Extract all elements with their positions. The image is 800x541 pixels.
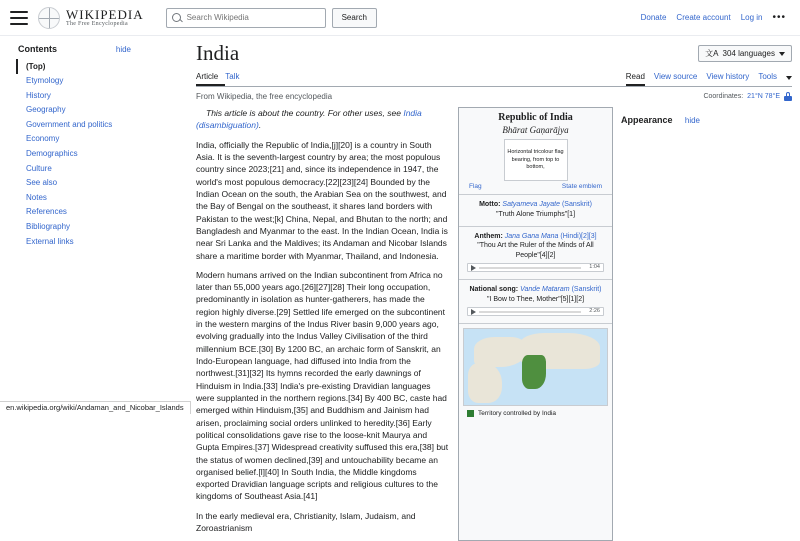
divider [459,194,612,195]
anthem-language[interactable]: (Hindi)[2][3] [560,232,597,240]
more-options-icon[interactable]: ••• [772,12,786,23]
appearance-panel [613,107,708,541]
menu-icon-bar [10,23,28,25]
sidebar-item-external-links[interactable] [18,234,159,249]
audio-progress-track[interactable] [479,267,581,269]
sidebar-item-label: Demographics [26,149,78,159]
flag-caption-link[interactable]: Flag [469,183,482,191]
hatnote-text: This article is about the country. For other uses, see [206,108,404,119]
contents-hide-button[interactable]: hide [115,44,131,54]
national-song-language[interactable]: (Sanskrit) [571,286,602,294]
play-icon[interactable] [471,265,476,271]
logo-text [66,8,144,28]
search-icon [172,13,181,22]
sidebar-item-label: See also [26,178,58,188]
infobox-anthem-row [463,231,608,275]
sidebar-item-government-and-politics[interactable] [18,117,159,132]
flag-image[interactable] [504,139,568,181]
hatnote [196,107,450,132]
hatnote-end: . [258,120,262,131]
donate-link[interactable]: Donate [640,13,667,22]
flag-description: Horizontal tricolour flag bearing, from top to bottom, [507,149,564,170]
motto-label: Motto: [479,201,501,209]
search-box[interactable] [166,8,326,28]
menu-icon-bar [10,11,28,13]
status-bar-url: en.wikipedia.org/wiki/Andaman_and_Nicobar_Islands [6,403,184,412]
globe-icon [38,7,60,29]
main-layout [0,36,800,534]
infobox-native-title: Bhārat Gaṇarājya [502,125,569,136]
contents-header [18,44,159,54]
infobox-motto-row [463,199,608,222]
appearance-hide-button[interactable]: hide [684,115,700,125]
location-map-image[interactable] [463,328,608,406]
sidebar-item-economy[interactable] [18,132,159,147]
map-landmass [468,363,502,403]
hatnote-link[interactable]: India (disambiguation) [196,108,422,131]
legend-label: Territory controlled by India [478,410,557,418]
logo-wordmark: WIKIPEDIA [66,6,144,22]
map-india-highlight [522,355,546,389]
chevron-down-icon [779,52,785,56]
menu-icon-bar [10,17,28,19]
wikipedia-logo[interactable] [38,7,144,29]
sidebar-item-label: Government and politics [26,119,113,129]
from-wikipedia-label: From Wikipedia, the free encyclopedia [196,92,333,102]
from-wikipedia-row [196,92,792,101]
lock-icon [784,92,792,101]
language-icon: 文A [705,49,719,59]
tab-article[interactable]: Article [196,72,225,86]
motto-language[interactable]: (Sanskrit) [561,201,592,209]
state-emblem-caption-link[interactable]: State emblem [561,183,602,191]
sidebar-item-label: Bibliography [26,222,71,232]
language-selector-button[interactable] [698,45,792,62]
site-header [0,0,800,36]
search-area [166,8,377,28]
sidebar-item-label: (Top) [26,61,46,71]
tab-talk[interactable]: Talk [225,72,240,82]
coordinates[interactable] [703,92,792,101]
tab-tools[interactable]: Tools [758,72,777,82]
table-of-contents [18,59,159,249]
infobox-national-song-row [463,284,608,319]
sidebar-item-culture[interactable] [18,161,159,176]
appearance-title: Appearance [621,115,673,126]
article-paragraph-3: In the early medieval era, Christianity, Islam, Judaism, and Zoroastrianism [196,510,416,534]
logo-tagline: The Free Encyclopedia [66,21,128,28]
anthem-translation: "Thou Art the Ruler of the Minds of All People"[4][2] [477,242,594,259]
contents-title: Contents [18,44,57,54]
tools-chevron-down-icon[interactable] [786,76,792,80]
sidebar-item-label: External links [26,236,74,246]
anthem-label: Anthem: [474,232,503,240]
coordinates-label: Coordinates: [703,93,744,101]
motto-value[interactable]: Satyameva Jayate [502,201,561,209]
body-columns [196,107,800,541]
article-paragraph-2: Modern humans arrived on the Indian subcontinent from Africa no later than 55,000 years ago.[26][27][28] Their long occupation, predominantly in isolation as hunter-gatherers, has made the region highly diverse.[29] Settled life emerged on the subcontinent in the western margins of the Indus River basin 9,000 years ago, evolving gradually into the Indus Valley Civilisation of the third millennium BCE.[30] By 1200 BC, an archaic form of Sanskrit, an Indo-European language, had diffused into India from the northwest.[31][32] Its hymns recorded the early dawnings of Hinduism in India.[33] India's pre-existing Dravidian languages were supplanted in the northern regions.[34] By 400 BC, caste had emerged within Hinduism,[35] and Buddhism and Jainism had arisen, proclaiming social orders unlinked to heredity.[36] Early political consolidations gave rise to the loose-knit Maurya and Gupta Empires.[37] Widespread creativity suffused this era,[38] but the status of women declined,[39] and untouchability became an organised belief.[l][40] In South India, the Middle kingdoms exported Dravidian language scripts and religious cultures to the kingdoms of Southeast Asia.[41] [196,269,449,502]
page-title: India [196,41,240,65]
search-input[interactable] [185,12,320,23]
menu-icon[interactable] [10,11,28,25]
national-song-translation: "I Bow to Thee, Mother"[5][1][2] [486,295,585,303]
title-row [196,42,800,65]
sidebar-item-label: Etymology [26,76,64,86]
article-content [170,36,800,534]
national-song-label: National song: [469,286,519,294]
view-tabs [626,72,792,85]
log-in-link[interactable]: Log in [740,13,763,22]
audio-progress-track[interactable] [479,311,581,313]
sidebar-item-see-also[interactable] [18,176,159,191]
divider [459,279,612,280]
national-song-audio-player[interactable] [467,307,604,316]
sidebar-item-label: Notes [26,192,47,202]
sidebar-item-history[interactable] [18,88,159,103]
motto-translation: "Truth Alone Triumphs"[1] [495,210,576,218]
search-button[interactable]: Search [332,8,377,28]
infobox-title: Republic of India [498,112,573,124]
sidebar-item-etymology[interactable] [18,74,159,89]
national-song-duration: 2:26 [589,307,600,314]
sidebar-item-label: References [26,207,67,217]
sidebar-item-references[interactable] [18,205,159,220]
tab-read[interactable]: Read [626,72,645,86]
anthem-value[interactable]: Jana Gana Mana [504,232,559,240]
coordinates-value[interactable]: 21°N 78°E [747,93,780,101]
status-bar [0,401,191,414]
appearance-header [621,115,700,125]
infobox-flag-emblem-captions [463,181,608,190]
tab-view-history[interactable]: View history [706,72,750,82]
article-body [196,107,458,541]
header-links [641,12,790,23]
national-song-value[interactable]: Vande Mataram [520,286,570,294]
contents-sidebar [0,36,170,414]
sidebar-item-demographics[interactable] [18,147,159,162]
article-paragraph-1: India, officially the Republic of India,[j][20] is a country in South Asia. It is the seventh-largest country by area; the most populous country since 2023;[21] and, since its independence in 1947, the world's most populous democracy.[22][23][24] Bounded by the Indian Ocean on the south, the Arabian Sea on the southwest, and the Bay of Bengal on the southeast, it shares land borders with Pakistan to the west;[k] China, Nepal, and Bhutan to the north; and Bangladesh and Myanmar to the east. In the Indian Ocean, India is near Sri Lanka and the Maldives; its Andaman and Nicobar Islands share a maritime border with Myanmar, Thailand, and Indonesia. [196,139,448,261]
sidebar-item-top[interactable] [16,59,159,74]
sidebar-item-geography[interactable] [18,103,159,118]
article-tabs [196,70,792,87]
anthem-audio-player[interactable] [467,263,604,272]
play-icon[interactable] [471,309,476,315]
divider [459,226,612,227]
divider [459,323,612,324]
sidebar-item-label: Culture [26,163,52,173]
sidebar-item-notes[interactable] [18,190,159,205]
sidebar-item-bibliography[interactable] [18,220,159,235]
sidebar-item-label: Geography [26,105,66,115]
anthem-duration: 1:04 [589,264,600,271]
tab-view-source[interactable]: View source [653,72,698,82]
sidebar-item-label: Economy [26,134,60,144]
create-account-link[interactable]: Create account [676,13,731,22]
sidebar-item-label: History [26,90,51,100]
language-count-label: 304 languages [722,49,775,59]
country-infobox [458,107,613,541]
